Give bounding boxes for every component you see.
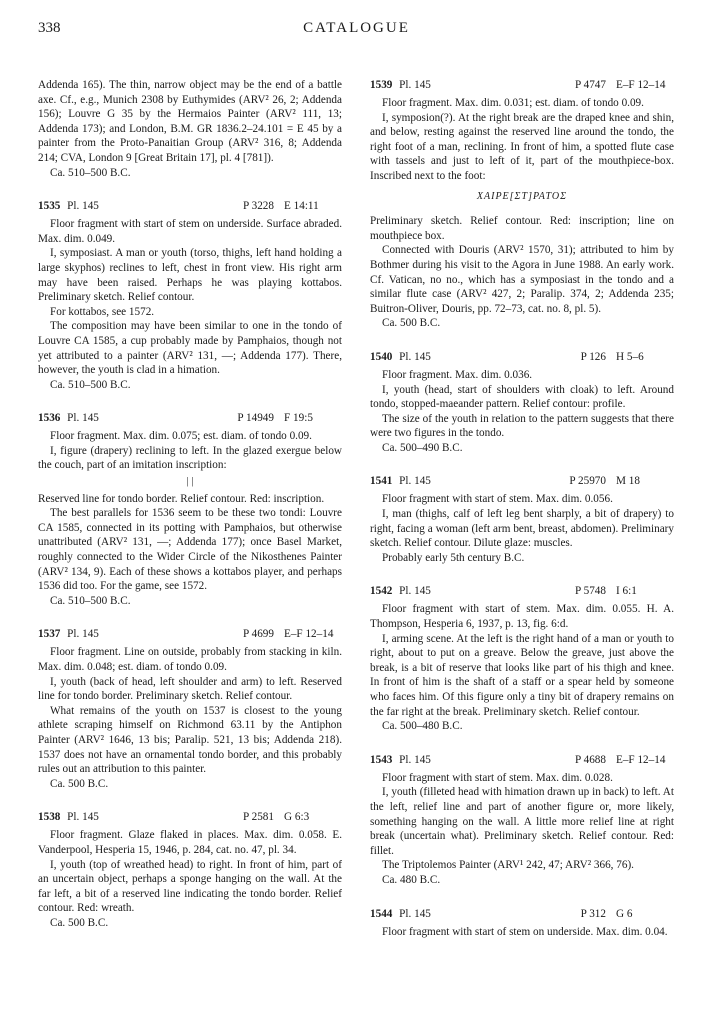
plate-ref: Pl. 145 [67, 412, 99, 425]
entry-number: 1542 [370, 585, 393, 598]
description: For kottabos, see 1572. [50, 305, 155, 318]
plate-ref: Pl. 145 [399, 585, 431, 598]
description: Probably early 5th century B.C. [382, 551, 525, 564]
plate-ref: Pl. 145 [399, 907, 431, 920]
entry-number: 1539 [370, 79, 393, 91]
entry-heading [38, 810, 342, 825]
plate-ref: Pl. 145 [67, 628, 99, 641]
inventory-number: P 312 [580, 907, 606, 920]
description: Floor fragment. Max. dim. 0.036. [382, 368, 533, 381]
catalogue-entry-1537 [38, 627, 342, 791]
catalogue-entry-1540 [370, 350, 674, 456]
entry-date: Ca. 510–500 B.C. [50, 594, 131, 607]
catalogue-entry-1543 [370, 753, 674, 888]
catalogue-entry-1541 [370, 474, 674, 565]
description: Floor fragment. Line on outside, probably from stacking in kiln. Max. dim. 0.048; est. diam. of tondo 0.09. [38, 646, 342, 673]
inventory [581, 907, 674, 922]
plate-ref: Pl. 145 [399, 475, 431, 488]
description: I, youth (top of wreathed head) to right. In front of him, part of an uncertain object, perhaps a sponge hanging on the wall. At the far left, a bit of a reserved line indicating the tondo border. Relief contour. Red: wreath. [38, 858, 342, 915]
entry-date: Ca. 510–500 B.C. [50, 378, 131, 391]
inventory-number: P 14949 [237, 412, 274, 425]
entry-number: 1536 [38, 412, 61, 425]
catalogue-entry-1539 [370, 78, 674, 331]
imitation-inscription: | | [186, 476, 194, 488]
inventory [243, 810, 342, 825]
findspot: E–F 12–14 [284, 628, 334, 641]
catalogue-entry-1535 [38, 199, 342, 392]
inventory-number: P 4688 [575, 753, 606, 766]
entry-heading [370, 78, 674, 93]
entry-number: 1544 [370, 907, 393, 920]
description: I, symposion(?). At the right break are the draped knee and shin, and below, resting against the reserved line around the tondo, the right foot of a man, reclining. In front of him, a spotted flute case with tassels and just to left of it, part of the mouthpiece-box. Inscribed next to the foot: [370, 111, 674, 182]
page-title: CATALOGUE [303, 20, 410, 36]
entry-heading [370, 350, 674, 365]
entry-number: 1537 [38, 628, 61, 641]
inventory-number: P 3228 [243, 200, 274, 213]
plate-ref: Pl. 145 [67, 200, 99, 213]
plate-ref: Pl. 145 [399, 79, 431, 91]
description: The best parallels for 1536 seem to be these two tondi: Louvre CA 1585, connected in its potting with Pamphaios, but otherwise unattributed (ARV² 131, —; Addenda 177); once Basel Market, roughly connected to the Wider Circle of the Nikosthenes Painter (ARV² 134, 9). Each of these shows a kottabos player, and perhaps 1536 did too. For the game, see 1572. [38, 507, 342, 593]
description: Floor fragment with start of stem on underside. Max. dim. 0.04. [382, 925, 668, 938]
description: I, youth (filleted head with himation drawn up in back) to left. At the left, relief line and part of another figure or, more likely, something hanging on the wall. A little more relief line at right break (uncertain what). Preliminary sketch. Relief contour. Red: fillet. [370, 786, 674, 857]
entry-number: 1535 [38, 200, 61, 213]
plate-ref: Pl. 145 [399, 350, 431, 363]
inventory [581, 350, 674, 365]
continued-paragraph: Addenda 165). The thin, narrow object may be the end of a battle axe. Cf., e.g., Munich 2308 by Euthymides (ARV² 26, 2; Addenda 156); Louvre G 35 by the Hermaios Painter (ARV² 111, 13; Addenda 173); and London, B.M. GR 1836.2–24.101 = E 45 by a painter from the Proto-Panaitian Group (ARV² 316, 8; Addenda 214; CVA, London 9 [Great Britain 17], pl. 4 [781]). [38, 79, 342, 164]
inventory [575, 584, 674, 599]
findspot: F 19:5 [284, 412, 313, 425]
inventory-number: P 4747 [575, 79, 606, 91]
page-number: 338 [38, 20, 61, 36]
entry-heading [370, 474, 674, 489]
entry-number: 1540 [370, 350, 393, 363]
description: What remains of the youth on 1537 is closest to the young athlete scraping himself on Richmond 63.11 by the Antiphon Painter (ARV² 1646, 13 bis; Paralip. 521, 13 bis; Addenda 218). 1537 does not have an ornamental tondo border, and this probably rules out an attribution to this painter. [38, 704, 342, 776]
entry-date: Ca. 510–500 B.C. [50, 166, 131, 179]
entry-date: Ca. 500 B.C. [382, 317, 441, 330]
inventory [575, 78, 674, 93]
entry-heading [370, 907, 674, 922]
description: Floor fragment with start of stem. Max. dim. 0.056. [382, 493, 613, 506]
entry-heading [38, 627, 342, 642]
inventory [237, 411, 342, 426]
description: Floor fragment. Max. dim. 0.075; est. diam. of tondo 0.09. [50, 430, 312, 443]
inventory-number: P 4699 [243, 628, 274, 641]
description: I, arming scene. At the left is the right hand of a man or youth to right, about to put on a greave. Below the greave, just above the break, is a bit of reserve that looks like part of his thigh and knee. In front of him is the shaft of a staff or a spear held by someone who faces him. Of this figure only a tiny bit of drapery remains on the far right at the break. Preliminary sketch. Relief contour. [370, 632, 674, 718]
entry-date: Ca. 500 B.C. [50, 777, 109, 790]
description: I, figure (drapery) reclining to left. In the glazed exergue below the couch, part of an imitation inscription: [38, 444, 342, 472]
entry-date: Ca. 500–480 B.C. [382, 720, 463, 733]
entry-heading [38, 199, 342, 214]
description: Floor fragment with start of stem on underside. Surface abraded. Max. dim. 0.049. [38, 218, 342, 245]
inventory [575, 753, 674, 768]
entry-heading [370, 753, 674, 768]
entry-number: 1538 [38, 811, 61, 824]
inventory-number: P 126 [580, 350, 606, 363]
entry-date: Ca. 480 B.C. [382, 873, 441, 886]
attribution: The Triptolemos Painter (ARV¹ 242, 47; ARV² 366, 76). [382, 859, 634, 872]
findspot: E–F 12–14 [616, 79, 666, 91]
greek-inscription: ΧΑΙΡΕ[ΣΤ]ΡΑΤΟΣ [476, 190, 568, 202]
description: Connected with Douris (ARV² 1570, 31); attributed to him by Bothmer during his visit to the Agora in June 1988. An early work. Cf. Vatican, no no., which has a symposiast in the tondo and a similar flute case (ARV² 427, 2; Paralip. 374, 2; Addenda 235; Buitron-Oliver, Douris, pp. 72–73, cat. no. 8, pl. 5). [370, 244, 674, 315]
entry-number: 1543 [370, 753, 393, 766]
inventory [569, 474, 674, 489]
entry-date: Ca. 500–490 B.C. [382, 441, 463, 454]
findspot: E 14:11 [284, 200, 319, 213]
description: Floor fragment. Max. dim. 0.031; est. diam. of tondo 0.09. [382, 97, 644, 109]
plate-ref: Pl. 145 [399, 753, 431, 766]
right-column [370, 78, 674, 939]
left-column [38, 78, 342, 931]
entry-heading [370, 584, 674, 599]
catalogue-entry-1544 [370, 907, 674, 940]
page-header [38, 20, 675, 40]
inventory-number: P 2581 [243, 811, 274, 824]
description: Floor fragment with start of stem. Max. dim. 0.028. [382, 771, 613, 784]
description: Reserved line for tondo border. Relief contour. Red: inscription. [38, 492, 325, 505]
findspot: G 6:3 [284, 811, 310, 824]
findspot: E–F 12–14 [616, 753, 666, 766]
description: I, symposiast. A man or youth (torso, thighs, left hand holding a large skyphos) reclines to left, chest in front view. His right arm may have been raised. Perhaps he was playing kottabos. Preliminary sketch. Relief contour. [38, 247, 342, 304]
description: I, man (thighs, calf of left leg bent sharply, a bit of drapery) to right, facing a woman (left arm bent, breast, abdomen). Preliminary sketch. Relief contour. Dilute glaze: muscles. [370, 508, 674, 550]
description: The size of the youth in relation to the pattern suggests that there were two figures in the tondo. [370, 412, 674, 440]
findspot: M 18 [616, 475, 640, 488]
findspot: G 6 [616, 907, 633, 920]
inventory [243, 199, 342, 214]
description: Preliminary sketch. Relief contour. Red: inscription; line on mouthpiece box. [370, 215, 674, 242]
description: The composition may have been similar to one in the tondo of Louvre CA 1585, a cup probably made by Pamphaios, though not yet attributed to a painter (ARV² 131, —; Addenda 177). There, however, the youth is clad in a himation. [38, 320, 342, 377]
description: I, youth (back of head, left shoulder and arm) to left. Reserved line for tondo border. Preliminary sketch. Relief contour. [38, 675, 342, 703]
findspot: I 6:1 [616, 585, 637, 598]
description: Floor fragment with start of stem. Max. dim. 0.055. H. A. Thompson, Hesperia 6, 1937, p. 13, fig. 6:d. [370, 603, 674, 631]
inventory [243, 627, 342, 642]
inventory-number: P 25970 [569, 475, 606, 488]
catalogue-entry-1536 [38, 411, 342, 608]
catalogue-entry-1538 [38, 810, 342, 930]
findspot: H 5–6 [616, 350, 644, 363]
entry-number: 1541 [370, 475, 393, 488]
entry-date: Ca. 500 B.C. [50, 916, 109, 929]
description: Floor fragment. Glaze flaked in places. Max. dim. 0.058. E. Vanderpool, Hesperia 15, 1946, p. 284, cat. no. 47, pl. 34. [38, 829, 342, 856]
inventory-number: P 5748 [575, 585, 606, 598]
catalogue-entry-1542 [370, 584, 674, 733]
plate-ref: Pl. 145 [67, 811, 99, 824]
entry-heading [38, 411, 342, 426]
description: I, youth (head, start of shoulders with cloak) to left. Around tondo, stopped-maeander pattern. Relief contour: profile. [370, 383, 674, 411]
